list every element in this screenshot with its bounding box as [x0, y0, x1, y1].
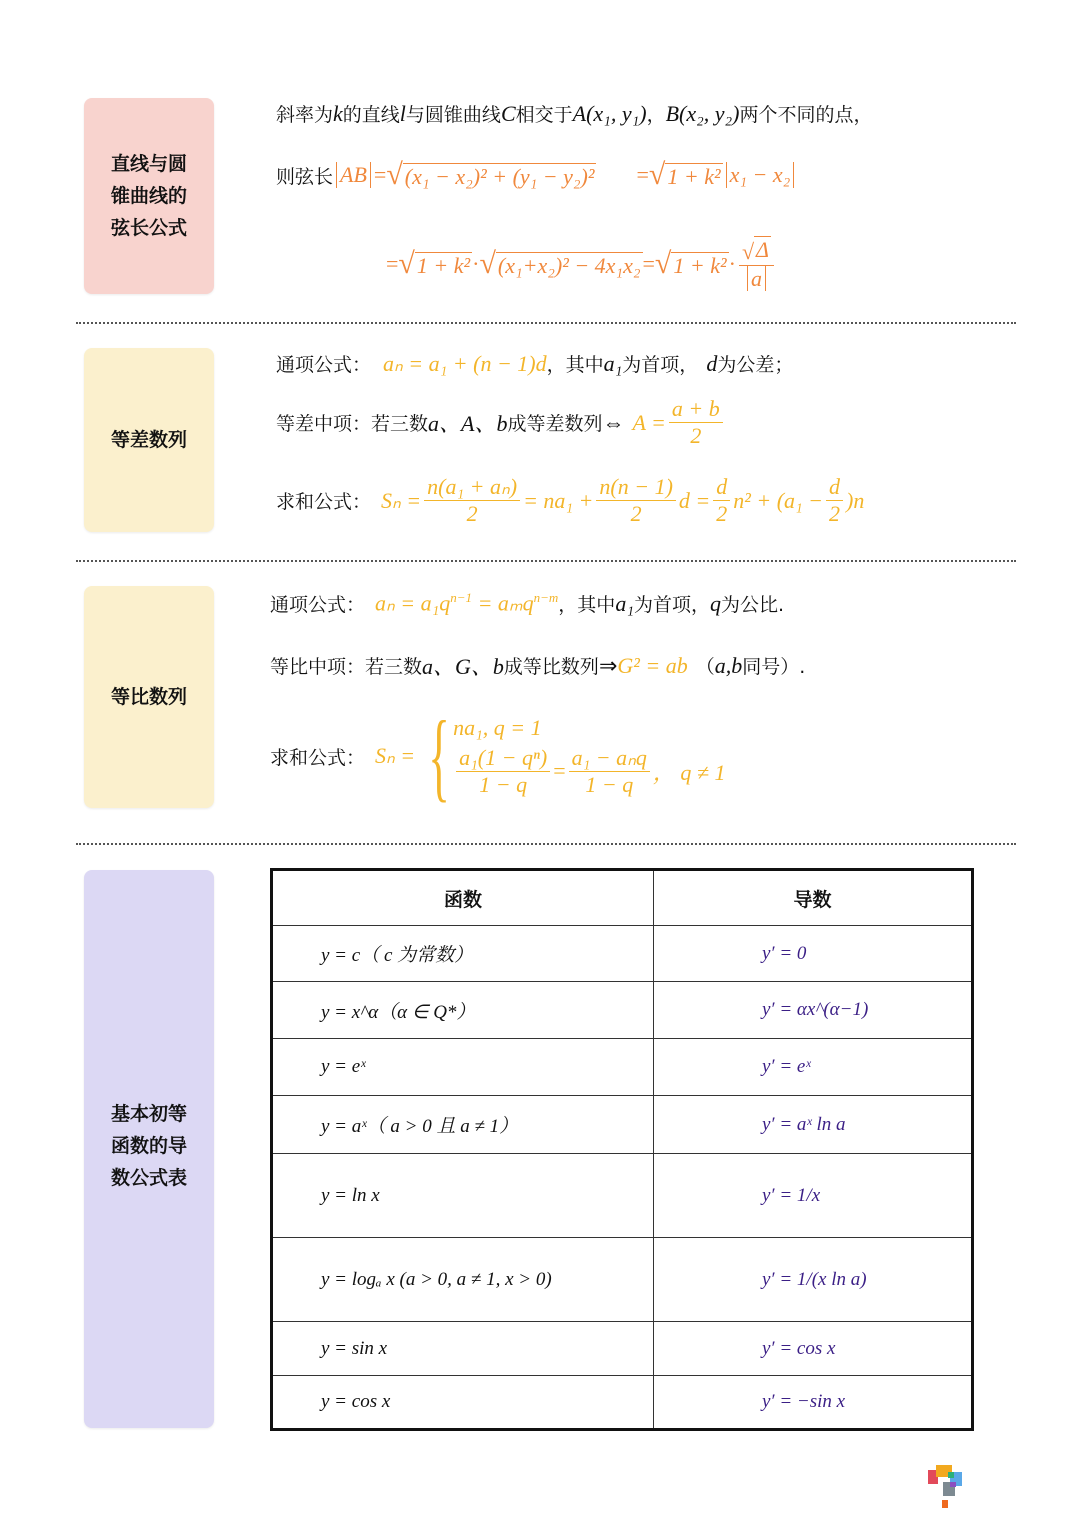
column-header-derivative: 导数 — [654, 870, 973, 926]
table-row: y = ln x y′ = 1/x — [272, 1154, 973, 1238]
derivative-table — [270, 868, 974, 1431]
table-row: y = sin x y′ = cos x — [272, 1322, 973, 1376]
geometric-sum: 求和公式： Sₙ = { na₁, q = 1 $\frac{\text{a₁(1 − qⁿ)}}{1 - q}$ = $\frac{\text{a₁ − aₙq}}{1 - q}$ ， q ≠ 1 — [270, 700, 726, 811]
point-a: A(x₁, y₁) — [572, 100, 647, 126]
section-divider — [76, 560, 1016, 562]
chord-length-formula-1: 则弦长 AB = √ (x₁ − x₂)² + (y₁ − y₂)² = √ 1 + k² x₁ − x₂ — [276, 160, 797, 190]
table-header-row — [272, 870, 973, 926]
table-row: y = eˣ y′ = eˣ — [272, 1039, 973, 1096]
table-row: y = aˣ（ a > 0 且 a ≠ 1） y′ = aˣ ln a — [272, 1096, 973, 1154]
label-line: 直线与圆 — [110, 153, 187, 175]
geometric-middle-term: 等比中项： 若三数 a、G、b 成等比数列 ⇒ G² = ab （ a,b 同号）. — [270, 652, 806, 679]
sqrt-expression: √ (x₁ − x₂)² + (y₁ − y₂)² — [386, 158, 595, 191]
arithmetic-general-term: 通项公式： aₙ = a₁ + (n − 1)d ，其中 a₁ 为首项， d 为公差； — [276, 350, 794, 376]
chord-length-formula-2: = √ 1 + k² · √ (x₁+x₂)² − 4x₁x₂ = √ 1 + k² · √ Δ a — [386, 236, 777, 292]
table-row: y = c（ c 为常数） y′ = 0 — [272, 926, 973, 982]
section-label-geometric: 等比数列 — [84, 586, 214, 808]
fraction: √ Δ a — [739, 236, 774, 292]
section-divider — [76, 322, 1016, 324]
point-b: B(x₂, y₂) — [665, 100, 740, 126]
column-header-function: 函数 — [272, 870, 654, 926]
colorful-blocks-logo-icon — [928, 1462, 968, 1510]
table-row: y = x^α（α ∈ Q*） y′ = αx^(α−1) — [272, 982, 973, 1039]
arithmetic-sum: 求和公式： Sₙ = $\frac{\text{n(a₁ + aₙ)}}{2}$ = na₁ + $\frac{n(n - 1)}{2}$ d = $\frac{d}{2}$ n² + (a₁ − $\frac{d}{2}$ )n — [276, 474, 865, 526]
section-label-derivatives: 基本初等 函数的导 数公式表 — [84, 870, 214, 1428]
section-divider — [76, 843, 1016, 845]
table-row: y = cos x y′ = −sin x — [272, 1376, 973, 1430]
arithmetic-middle-term: 等差中项： 若三数 a、A、b 成等差数列 ⇔ A = $\frac{a + b}{2}$ — [276, 396, 726, 449]
label-line: 锥曲线的 — [110, 185, 187, 207]
label-line: 弦长公式 — [110, 217, 187, 239]
left-brace: { — [428, 700, 450, 811]
section-label-chord-length — [84, 98, 214, 294]
section-label-arithmetic: 等差数列 — [84, 348, 214, 532]
table-row: y = logₐ x (a > 0, a ≠ 1, x > 0) y′ = 1/(x ln a) — [272, 1238, 973, 1322]
chord-intro-line: 斜率为 k 的直线 l 与圆锥曲线 C 相交于 A(x₁, y₁) ， B(x₂, y₂) 两个不同的点， — [276, 100, 873, 126]
geometric-general-term: 通项公式： $a_n = a_1q^{n-1} = a_mq^{n-m}$ ，其中 a₁ 为首项， q 为公比. — [270, 590, 785, 616]
